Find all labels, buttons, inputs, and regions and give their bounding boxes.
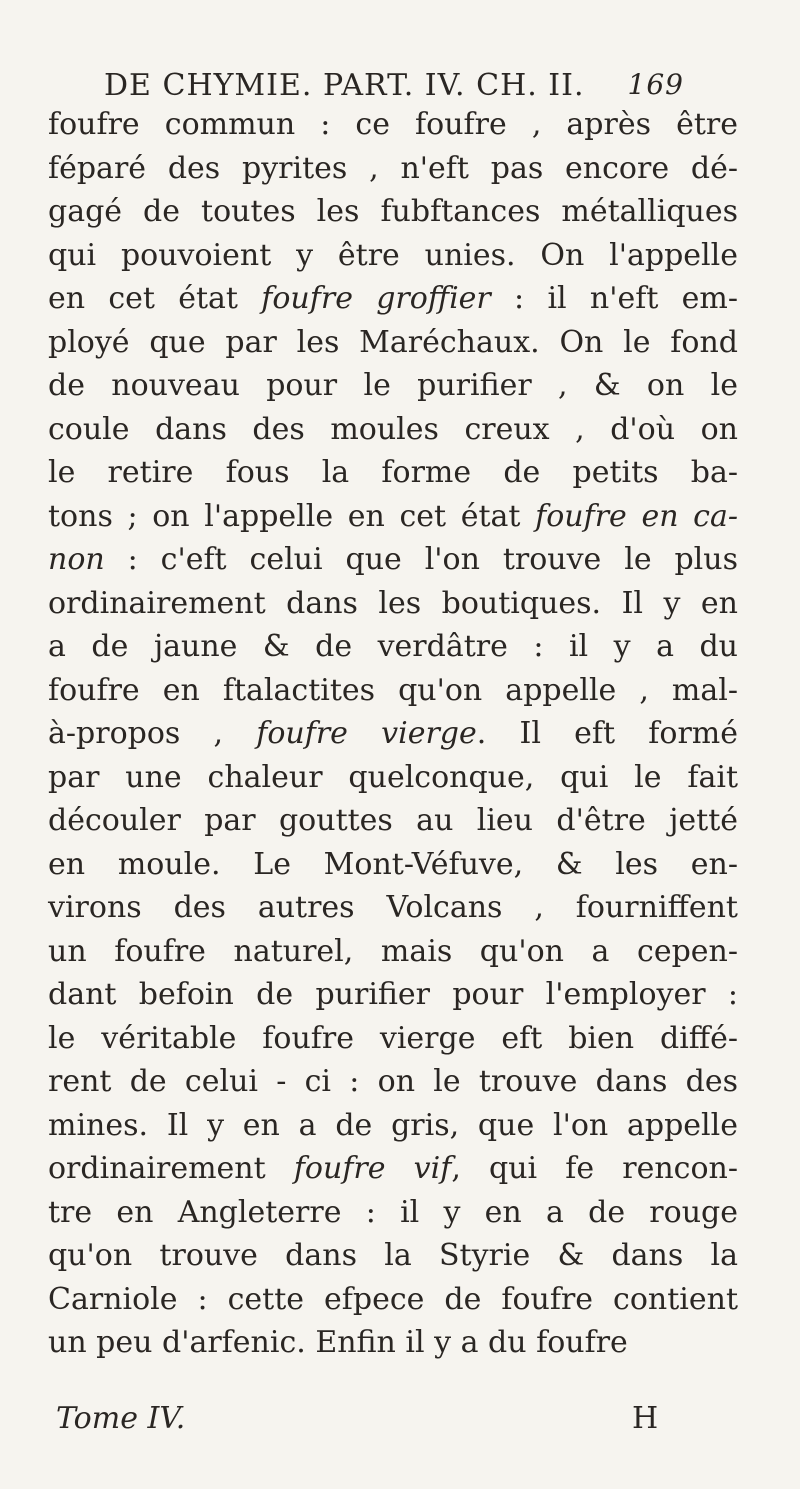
italic-term: foufre vif — [293, 1151, 452, 1186]
text-line: féparé des pyrites , n'eft pas encore dé- — [48, 150, 738, 186]
text-line: foufre commun : ce foufre , après être — [48, 107, 738, 142]
text-segment: . Il eft formé — [476, 716, 738, 751]
text-line: virons des autres Volcans , fourniffent — [48, 890, 738, 925]
running-header — [104, 68, 684, 103]
text-line: par une chaleur quelconque, qui le fait — [48, 759, 738, 795]
text-line: un peu d'arfenic. Enfin il y a du foufre — [48, 1325, 628, 1360]
text-line — [48, 712, 738, 756]
text-line: tre en Angleterre : il y en a de rouge — [48, 1194, 738, 1230]
text-segment: : c'eft celui que l'on trouve le plus — [104, 542, 738, 577]
text-segment: : il n'eft em- — [490, 281, 738, 316]
text-line: ordinairement dans les boutiques. Il y en — [48, 585, 738, 621]
italic-term: foufre groffier — [261, 281, 491, 316]
italic-term: foufre vierge — [256, 716, 477, 751]
text-line: coule dans des moules creux , d'où on — [48, 411, 738, 447]
text-line: ployé que par les Maréchaux. On le fond — [48, 324, 738, 360]
tome-label: Tome IV. — [56, 1401, 186, 1436]
text-line: gagé de toutes les fubftances métalliques — [48, 194, 738, 229]
text-line: mines. Il y en a de gris, que l'on appelle — [48, 1107, 738, 1143]
text-segment: en cet état — [48, 281, 262, 316]
italic-term: foufre en ca- — [535, 498, 738, 534]
text-segment: ordinairement — [48, 1151, 294, 1186]
text-line: foufre en ftalactites qu'on appelle , mal- — [48, 672, 738, 708]
text-line: de nouveau pour le purifier , & on le — [48, 368, 738, 403]
text-line — [48, 1147, 738, 1191]
text-line: qui pouvoient y être unies. On l'appelle — [48, 237, 738, 273]
text-segment: , qui fe rencon- — [451, 1151, 738, 1186]
text-line: en moule. Le Mont-Véfuve, & les en- — [48, 846, 738, 882]
text-line: un foufre naturel, mais qu'on a cepen- — [48, 933, 738, 969]
text-line — [48, 495, 738, 539]
text-line: dant befoin de purifier pour l'employer : — [48, 977, 738, 1012]
text-line: qu'on trouve dans la Styrie & dans la — [48, 1238, 738, 1273]
text-body — [48, 103, 738, 1365]
text-segment: à-propos , — [48, 716, 257, 751]
running-title: DE CHYMIE. PART. IV. CH. II. — [104, 68, 585, 103]
text-line — [48, 277, 738, 321]
page-number: 169 — [627, 68, 684, 101]
page-footer — [56, 1401, 696, 1441]
text-line — [48, 538, 738, 582]
text-line: le retire fous la forme de petits ba- — [48, 455, 738, 490]
italic-term: non — [48, 542, 105, 577]
text-segment: tons ; on l'appelle en cet état — [48, 498, 536, 534]
text-line: Carniole : cette efpece de foufre contient — [48, 1281, 738, 1317]
text-line: a de jaune & de verdâtre : il y a du — [48, 629, 738, 664]
text-line: le véritable foufre vierge eft bien diffé- — [48, 1020, 738, 1056]
text-line: découler par gouttes au lieu d'être jetté — [48, 803, 738, 838]
text-line: rent de celui - ci : on le trouve dans des — [48, 1064, 738, 1099]
signature-mark: H — [632, 1401, 659, 1436]
